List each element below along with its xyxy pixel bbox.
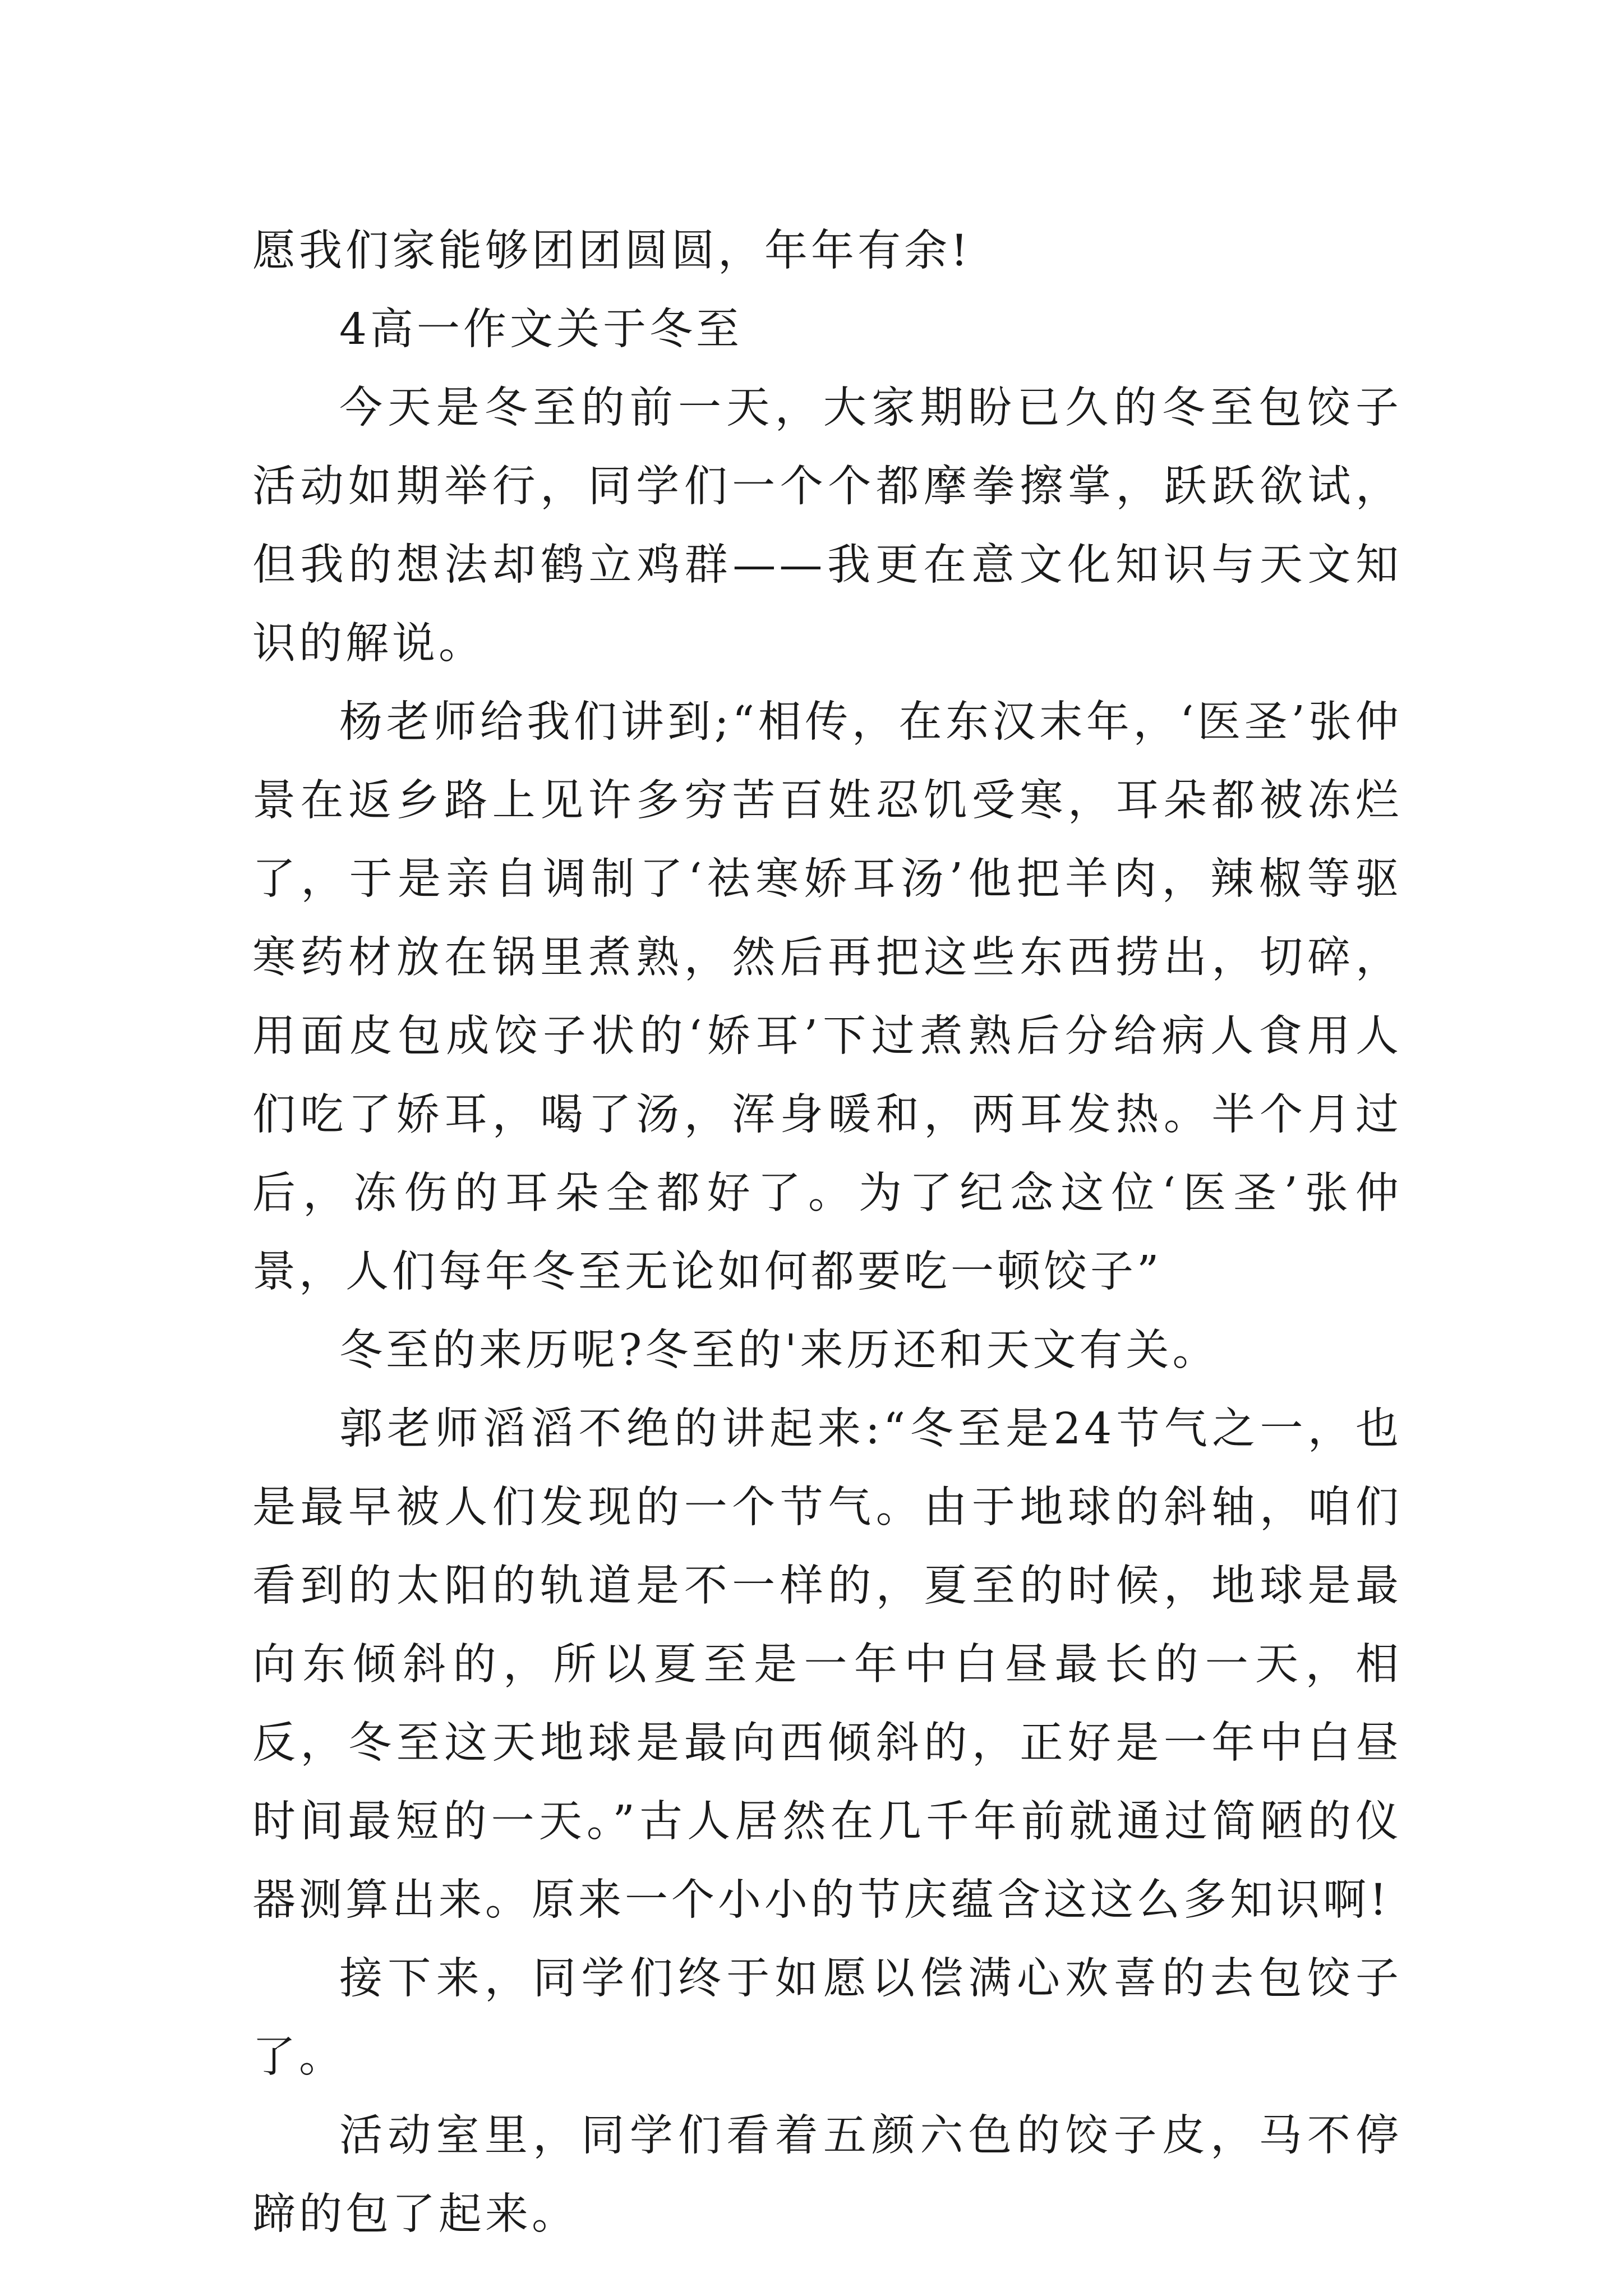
paragraph-astronomy: 郭老师滔滔不绝的讲起来:“冬至是24节气之一，也是最早被人们发现的一个节气。由于地球的斜轴，咱们看到的太阳的轨道是不一样的，夏至的时候，地球是最向东倾斜的，所以夏至是一年中白昼最长的一天，相反，冬至这天地球是最向西倾斜的，正好是一年中白昼时间最短的一天。”古人居然在几千年前就通过简陋的仪器测算出来。原来一个小小的节庆蕴含这这么多知识啊! <box>252 1404 1402 1925</box>
document-body <box>252 212 1402 2254</box>
section-heading: 4高一作文关于冬至 <box>339 305 743 355</box>
paragraph-activity-room: 活动室里，同学们看着五颜六色的饺子皮，马不停蹄的包了起来。 <box>252 2111 1402 2239</box>
paragraph-closing-line: 愿我们家能够团团圆圆，年年有余! <box>252 226 971 276</box>
paragraph-next: 接下来，同学们终于如愿以偿满心欢喜的去包饺子了。 <box>252 1954 1402 2082</box>
paragraph-intro: 今天是冬至的前一天，大家期盼已久的冬至包饺子活动如期举行，同学们一个个都摩拳擦掌，跃跃欲试，但我的想法却鹤立鸡群——我更在意文化知识与天文知识的解说。 <box>252 383 1402 669</box>
paragraph-legend: 杨老师给我们讲到;“相传，在东汉末年，‘医圣’张仲景在返乡路上见许多穷苦百姓忍饥受寒，耳朵都被冻烂了，于是亲自调制了‘祛寒娇耳汤’他把羊肉，辣椒等驱寒药材放在锅里煮熟，然后再把这些东西捞出，切碎，用面皮包成饺子状的‘娇耳’下过煮熟后分给病人食用人们吃了娇耳，喝了汤，浑身暖和，两耳发热。半个月过后，冻伤的耳朵全都好了。为了纪念这位‘医圣’张仲景，人们每年冬至无论如何都要吃一顿饺子” <box>252 697 1402 1297</box>
paragraph-origin-question: 冬至的来历呢?冬至的'来历还和天文有关。 <box>339 1326 1219 1375</box>
